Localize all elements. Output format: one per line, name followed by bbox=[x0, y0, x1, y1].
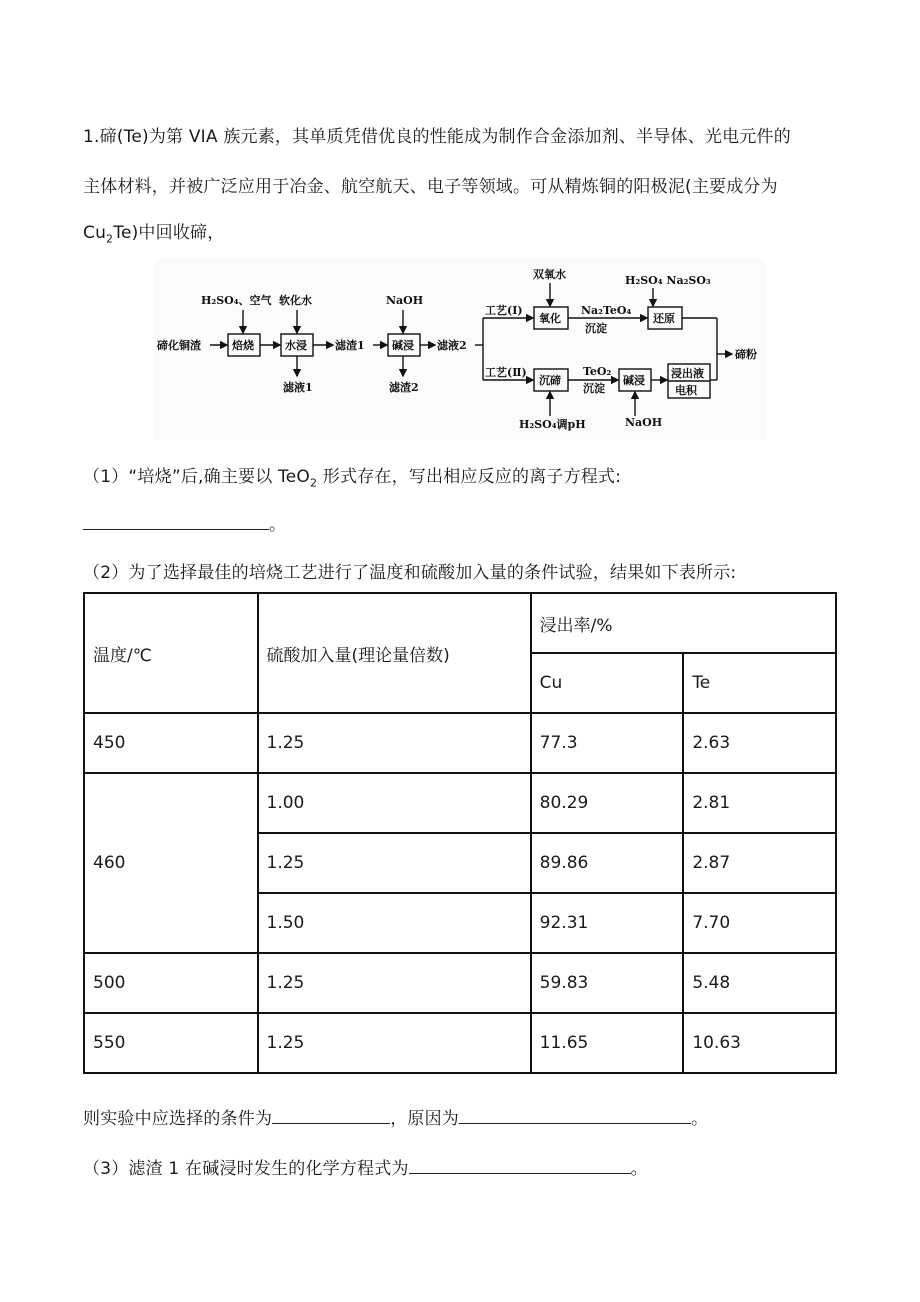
leach-rate-table bbox=[83, 592, 837, 1074]
cell-temp: 550 bbox=[84, 1013, 258, 1073]
flow-box-electro-1: 浸出液 bbox=[671, 367, 704, 380]
cell-te: 7.70 bbox=[683, 893, 836, 953]
flow-reagent-h2so4-air: H₂SO₄、空气 bbox=[201, 294, 272, 307]
table-header-row bbox=[84, 593, 836, 653]
cell-temp: 460 bbox=[84, 773, 258, 953]
flow-precipitate-1: 沉淀 bbox=[585, 322, 607, 335]
cell-acid: 1.50 bbox=[258, 893, 531, 953]
cell-cu: 11.65 bbox=[531, 1013, 684, 1073]
cell-acid: 1.25 bbox=[258, 1013, 531, 1073]
question-2-followup: 则实验中应选择的条件为 ，原因为 。 bbox=[83, 1104, 708, 1129]
table-row bbox=[84, 1013, 836, 1073]
cell-acid: 1.00 bbox=[258, 773, 531, 833]
cell-temp: 500 bbox=[84, 953, 258, 1013]
table-row bbox=[84, 773, 836, 833]
table-row bbox=[84, 953, 836, 1013]
table-row bbox=[84, 713, 836, 773]
flow-product: 碲粉 bbox=[735, 348, 757, 361]
flow-box-reduce: 还原 bbox=[653, 312, 675, 325]
answer-blank-reason[interactable] bbox=[459, 1106, 691, 1124]
answer-blank-3[interactable] bbox=[409, 1156, 631, 1174]
cell-te: 2.63 bbox=[683, 713, 836, 773]
header-cu: Cu bbox=[531, 653, 684, 713]
header-temperature: 温度/℃ bbox=[84, 593, 258, 713]
cell-acid: 1.25 bbox=[258, 953, 531, 1013]
header-acid-amount: 硫酸加入量(理论量倍数) bbox=[258, 593, 531, 713]
flow-box-precip-te: 沉碲 bbox=[539, 374, 561, 387]
cell-te: 2.87 bbox=[683, 833, 836, 893]
flow-precipitate-2: 沉淀 bbox=[583, 382, 605, 395]
flow-na2teo4: Na₂TeO₄ bbox=[581, 304, 632, 317]
flow-out-residue2: 滤渣2 bbox=[389, 381, 419, 394]
flow-start: 碲化铜渣 bbox=[157, 339, 201, 352]
flow-box-alkali-leach-2: 碱浸 bbox=[623, 374, 645, 387]
header-leach-rate: 浸出率/% bbox=[531, 593, 836, 653]
flow-box-roast: 焙烧 bbox=[232, 339, 254, 352]
header-te: Te bbox=[683, 653, 836, 713]
cell-cu: 77.3 bbox=[531, 713, 684, 773]
process-flowchart bbox=[155, 258, 765, 440]
cell-cu: 92.31 bbox=[531, 893, 684, 953]
flow-process-1: 工艺(Ⅰ) bbox=[485, 304, 523, 317]
cell-te: 2.81 bbox=[683, 773, 836, 833]
flow-filtrate2: 滤液2 bbox=[437, 339, 467, 352]
flow-reagent-naoh: NaOH bbox=[386, 294, 424, 307]
cell-cu: 59.83 bbox=[531, 953, 684, 1013]
flow-filtrate1: 滤渣1 bbox=[335, 339, 365, 352]
flow-reagent-h2so4-ph: H₂SO₄调pH bbox=[519, 418, 586, 431]
flow-reagent-h2o2: 双氧水 bbox=[533, 268, 566, 281]
cell-cu: 89.86 bbox=[531, 833, 684, 893]
flow-teo2: TeO₂ bbox=[583, 365, 612, 378]
cell-te: 10.63 bbox=[683, 1013, 836, 1073]
flow-reagent-naoh-2: NaOH bbox=[625, 416, 663, 429]
question-1: （1）“培烧”后,确主要以 TeO$_2$ 形式存在，写出相应反应的离子方程式: bbox=[83, 467, 622, 490]
cell-acid: 1.25 bbox=[258, 713, 531, 773]
flow-box-electro-2: 电积 bbox=[675, 384, 697, 397]
cell-temp: 450 bbox=[84, 713, 258, 773]
flow-box-oxidize: 氧化 bbox=[539, 312, 561, 325]
flow-out-filtrate1: 滤液1 bbox=[283, 381, 313, 394]
cell-acid: 1.25 bbox=[258, 833, 531, 893]
flow-reagent-h2so4-na2so3: H₂SO₄ Na₂SO₃ bbox=[625, 274, 711, 287]
question-1-answer-line: 。 bbox=[83, 510, 286, 535]
intro-line-3: $Cu_2Te$)中回收碲， bbox=[83, 223, 225, 246]
flow-box-water-leach: 水浸 bbox=[285, 339, 307, 352]
answer-blank-1[interactable] bbox=[83, 512, 269, 530]
question-2: （2）为了选择最佳的培烧工艺进行了温度和硫酸加入量的条件试验，结果如下表所示: bbox=[83, 563, 737, 583]
flow-reagent-soft-water: 软化水 bbox=[279, 294, 312, 307]
flow-box-alkali-leach: 碱浸 bbox=[392, 339, 414, 352]
intro-line-2: 主体材料，并被广泛应用于冶金、航空航天、电子等领域。可从精炼铜的阳极泥(主要成分为 bbox=[83, 177, 778, 197]
intro-line-1: 1.碲(Te)为第 VIA 族元素，其单质凭借优良的性能成为制作合金添加剂、半导体、光电元件的 bbox=[83, 127, 791, 147]
question-3: （3）滤渣 1 在碱浸时发生的化学方程式为 。 bbox=[83, 1154, 648, 1179]
cell-cu: 80.29 bbox=[531, 773, 684, 833]
flow-process-2: 工艺(Ⅱ) bbox=[485, 366, 527, 379]
cell-te: 5.48 bbox=[683, 953, 836, 1013]
answer-blank-condition[interactable] bbox=[272, 1106, 390, 1124]
